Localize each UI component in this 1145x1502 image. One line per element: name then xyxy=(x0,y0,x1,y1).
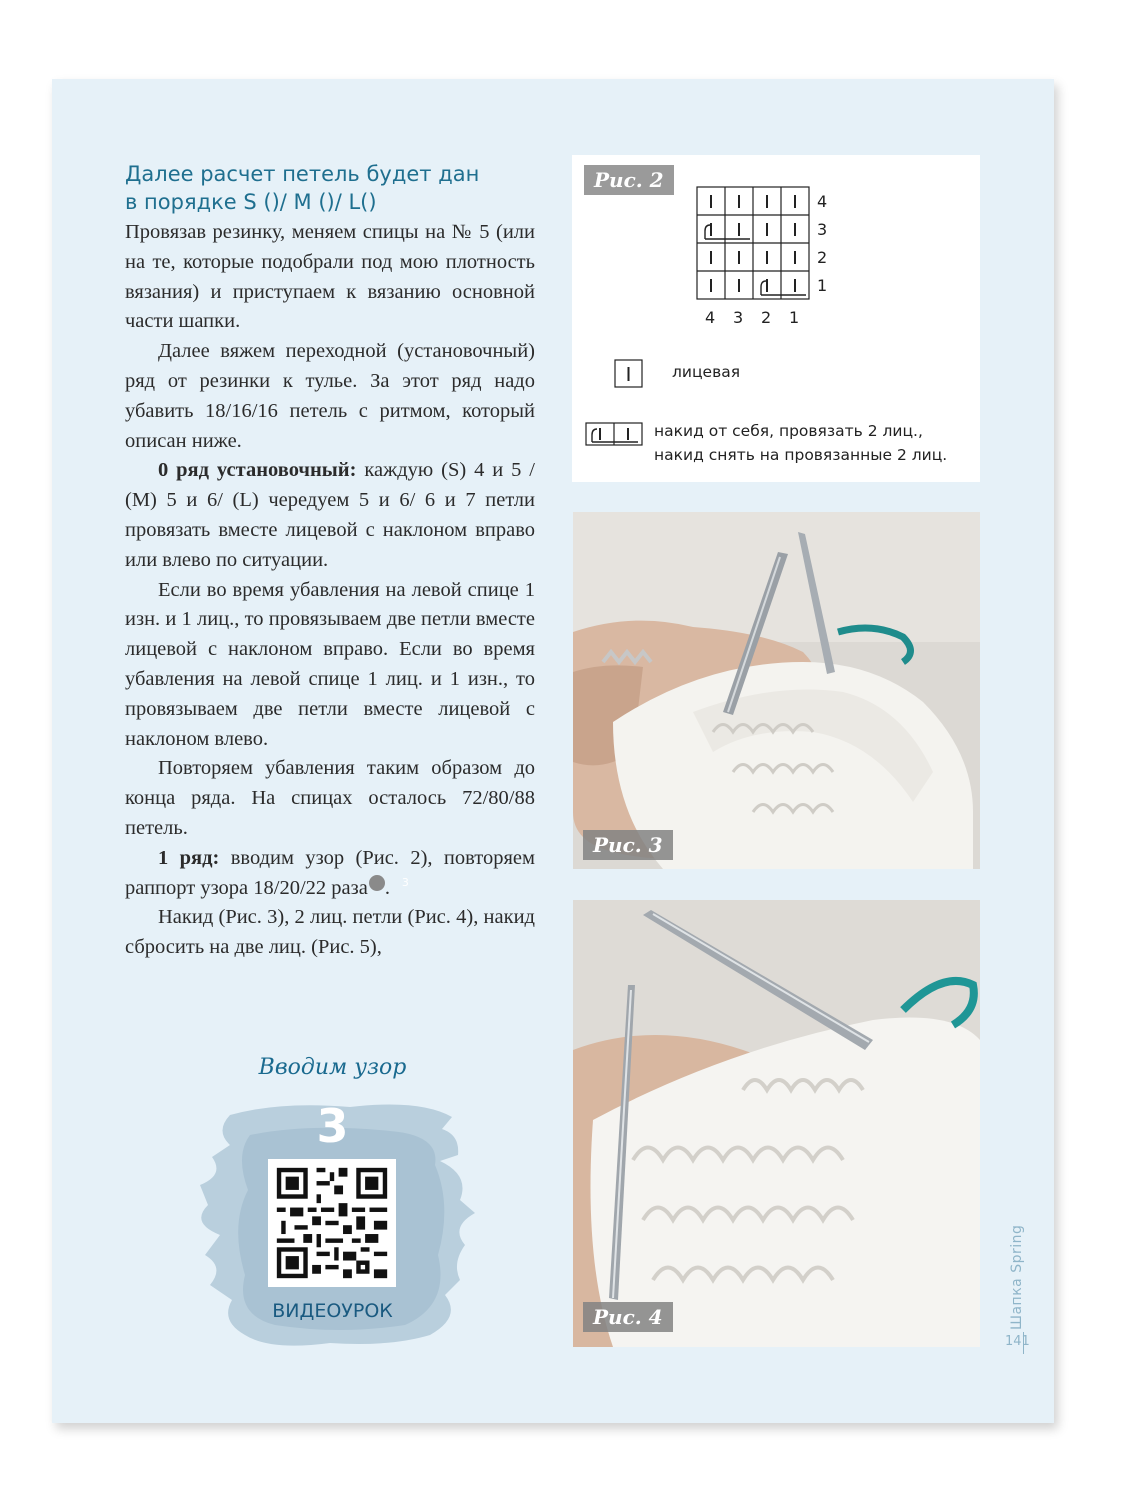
video-number: 3 xyxy=(316,1099,349,1153)
figure-4-tag: Рис. 4 xyxy=(583,1302,673,1332)
row-0-text: каждую (S) 4 и 5 / (M) 5 и 6/ (L) чередуем 5 и 6/ 6 и 7 петли провязать вместе лицевой с наклоном вправо или влево по ситуации. xyxy=(125,459,535,571)
photo-3-illustration xyxy=(573,512,980,869)
legend-yo-label-line2: накид снять на провязанные 2 лиц. xyxy=(654,446,948,464)
col-label-1: 1 xyxy=(789,308,800,327)
page-number: 141 xyxy=(1005,1334,1030,1349)
legend-knit-symbol xyxy=(615,360,642,387)
qr-code[interactable] xyxy=(268,1159,396,1287)
paragraph-3 xyxy=(125,456,535,575)
legend-yo-label-line1: накид от себя, провязать 2 лиц., xyxy=(654,422,923,440)
col-label-4: 4 xyxy=(705,308,716,327)
col-label-2: 2 xyxy=(761,308,772,327)
paragraph-4: Если во время убавления на левой спице 1 изн. и 1 лиц., то провязываем две петли вместе лицевой с наклоном вправо. Если во время убавления на левой спице 1 лиц. и 1 изн., то провязываем две петли вместе лицевой с наклоном влево. xyxy=(125,578,535,750)
paragraph-1: Провязав резинку, меняем спицы на № 5 (или на те, которые подобрали под мою плотность вязания) и приступаем к вязанию основной части шапки. xyxy=(125,221,535,333)
row-label-2: 2 xyxy=(817,248,828,267)
row-label-1: 1 xyxy=(817,276,828,295)
row-1-label: 1 ряд: xyxy=(158,846,220,869)
section-heading xyxy=(125,160,535,216)
row-1-end: . xyxy=(384,876,390,899)
paragraph-6 xyxy=(125,844,535,904)
col-label-3: 3 xyxy=(733,308,744,327)
photo-figure-4 xyxy=(573,900,980,1347)
photo-figure-3 xyxy=(573,512,980,869)
video-label: ВИДЕОУРОК xyxy=(272,1300,393,1322)
legend-knit-label: лицевая xyxy=(672,363,741,381)
footnote-marker: 3 xyxy=(369,875,385,891)
figure-2-box xyxy=(572,155,980,482)
row-0-label: 0 ряд установочный: xyxy=(158,459,357,482)
row-label-4: 4 xyxy=(817,192,828,211)
video-title: Вводим узор xyxy=(258,1055,407,1080)
paragraph-7: Накид (Рис. 3), 2 лиц. петли (Рис. 4), накид сбросить на две лиц. (Рис. 5), xyxy=(125,906,535,959)
paragraph-2: Далее вяжем переходной (установочный) ряд от резинки к тулье. За этот ряд надо убавить 18/16/16 петель с ритмом, который описан ниже. xyxy=(125,340,535,452)
figure-3-tag: Рис. 3 xyxy=(583,830,673,860)
photo-4-illustration xyxy=(573,900,980,1347)
row-label-3: 3 xyxy=(817,220,828,239)
figure-2-tag: Рис. 2 xyxy=(584,165,674,195)
heading-line-1: Далее расчет петель будет дан xyxy=(125,162,480,186)
paragraph-5: Повторяем убавления таким образом до конца ряда. На спицах осталось 72/80/88 петель. xyxy=(125,757,535,839)
heading-line-2: в порядке S ()/ M ()/ L() xyxy=(125,190,377,214)
row-1-text: вводим узор (Рис. 2), повторяем раппорт узора 18/20/22 раза xyxy=(125,846,535,899)
running-title: Шапка Spring xyxy=(1009,1224,1025,1330)
video-lesson-block xyxy=(190,1055,475,1385)
main-text-column xyxy=(125,160,535,963)
legend-yo-symbol xyxy=(586,423,642,445)
